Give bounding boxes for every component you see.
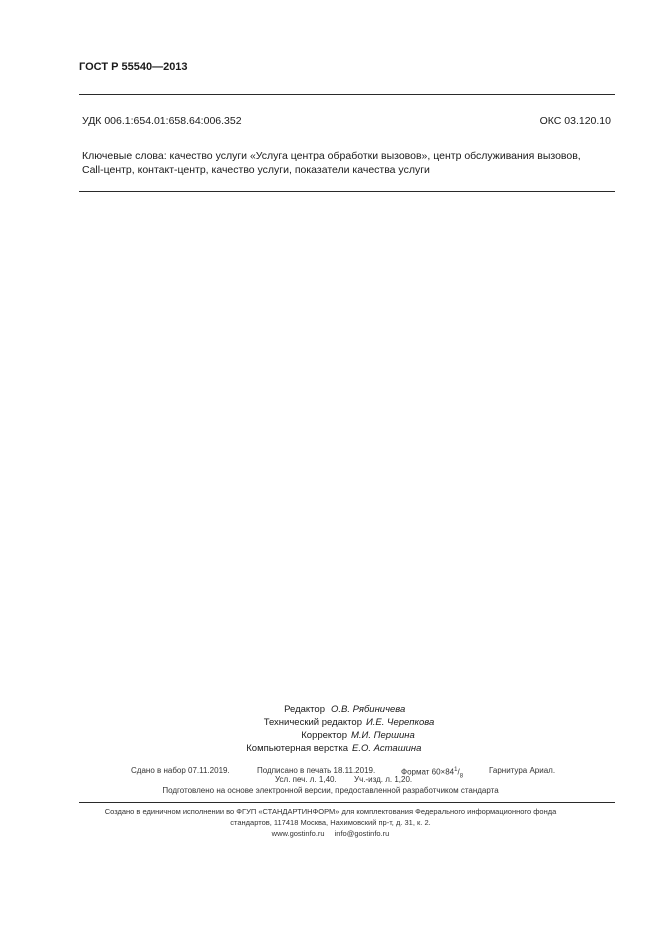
credit-row-proofreader (0, 729, 661, 742)
keywords-line-2: Call-центр, контакт-центр, качество услуги, показатели качества услуги (82, 164, 430, 176)
header-divider (79, 94, 615, 95)
credits-block (0, 703, 661, 755)
email-link[interactable]: info@gostinfo.ru (334, 829, 390, 838)
udk-code: УДК 006.1:654.01:658.64:006.352 (82, 115, 242, 127)
typeset-date: Сдано в набор 07.11.2019. (131, 766, 230, 775)
footer-contacts (0, 828, 661, 839)
print-sheets: Усл. печ. л. 1,40. (275, 775, 337, 784)
signed-date: Подписано в печать 18.11.2019. (257, 766, 376, 775)
credit-role: Корректор (301, 730, 347, 741)
footer-line-1: Создано в единичном исполнении во ФГУП «СТАНДАРТИНФОРМ» для комплектования Федерального информационного фонда (104, 807, 557, 816)
credit-role: Редактор (284, 704, 325, 715)
standard-code: ГОСТ Р 55540—2013 (79, 61, 188, 73)
keywords-line-1: Ключевые слова: качество услуги «Услуга центра обработки вызовов», центр обслуживания вызовов, (82, 150, 581, 162)
footer-divider (79, 802, 615, 803)
credit-role: Компьютерная верстка (246, 743, 348, 754)
website-link[interactable]: www.gostinfo.ru (271, 829, 325, 838)
keywords-block (82, 149, 616, 177)
publisher-sheets: Уч.-изд. л. 1,20. (354, 775, 413, 784)
print-format: Формат $60\times 84^1/_8$ (401, 767, 464, 780)
keywords-divider (79, 191, 615, 192)
typeface: Гарнитура Ариал. (489, 766, 556, 775)
footer-line-2: стандартов, 117418 Москва, Нахимовский пр-т, д. 31, к. 2. (230, 818, 431, 827)
credit-row-editor (0, 703, 661, 716)
credit-row-tech-editor (0, 716, 661, 729)
prepared-note: Подготовлено на основе электронной версии, предоставленной разработчиком стандарта (162, 786, 499, 795)
credit-row-layout (0, 742, 661, 755)
credit-name: Е.О. Асташина (352, 743, 422, 754)
oks-code: ОКС 03.120.10 (539, 115, 611, 127)
credit-role: Технический редактор (263, 717, 362, 728)
credit-name: И.Е. Черепкова (366, 717, 435, 728)
credit-name: О.В. Рябиничева (331, 704, 406, 715)
credit-name: М.И. Першина (351, 730, 415, 741)
